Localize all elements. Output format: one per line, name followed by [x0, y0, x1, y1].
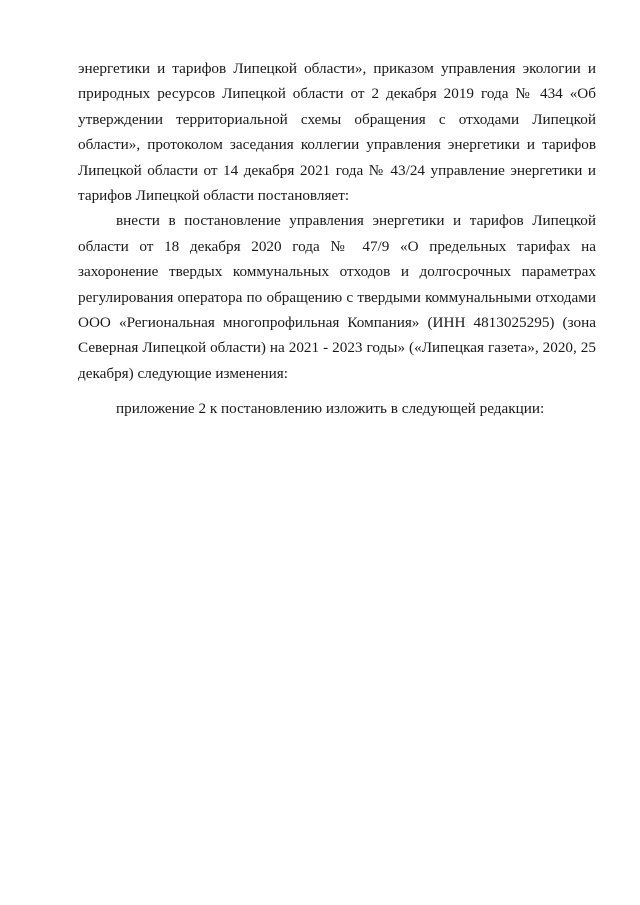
- paragraph-line: энергетики и тарифов Липецкой области», приказом управления экологии и: [78, 60, 596, 77]
- paragraph-1: [78, 56, 596, 208]
- paragraph-line: природных ресурсов Липецкой области от 2 декабря 2019 года № 434 «Об: [78, 85, 596, 103]
- paragraph-line: Северная Липецкой области) на 2021 - 2023 годы» («Липецкая газета», 2020, 25: [78, 339, 596, 357]
- paragraph-line: внести в постановление управления энергетики и тарифов Липецкой: [116, 212, 596, 230]
- paragraph-line: утверждении территориальной схемы обращения с отходами Липецкой: [78, 110, 596, 128]
- paragraph-line: регулирования оператора по обращению с твердыми коммунальными отходами: [78, 288, 596, 306]
- document-body: [78, 56, 596, 421]
- paragraph-line: декабря) следующие изменения:: [78, 364, 288, 382]
- paragraph-3: [78, 396, 596, 421]
- paragraph-line: тарифов Липецкой области постановляет:: [78, 186, 350, 204]
- paragraph-2: [78, 208, 596, 386]
- paragraph-line: ООО «Региональная многопрофильная Компания» (ИНН 4813025295) (зона: [78, 313, 596, 331]
- paragraph-line: приложение 2 к постановлению изложить в следующей редакции:: [116, 400, 545, 418]
- paragraph-line: области от 18 декабря 2020 года № 47/9 «О предельных тарифах на: [78, 237, 596, 255]
- paragraph-line: захоронение твердых коммунальных отходов и долгосрочных параметрах: [78, 263, 596, 281]
- paragraph-line: области», протоколом заседания коллегии управления энергетики и тарифов: [78, 136, 596, 154]
- paragraph-line: Липецкой области от 14 декабря 2021 года № 43/24 управление энергетики и: [78, 161, 596, 179]
